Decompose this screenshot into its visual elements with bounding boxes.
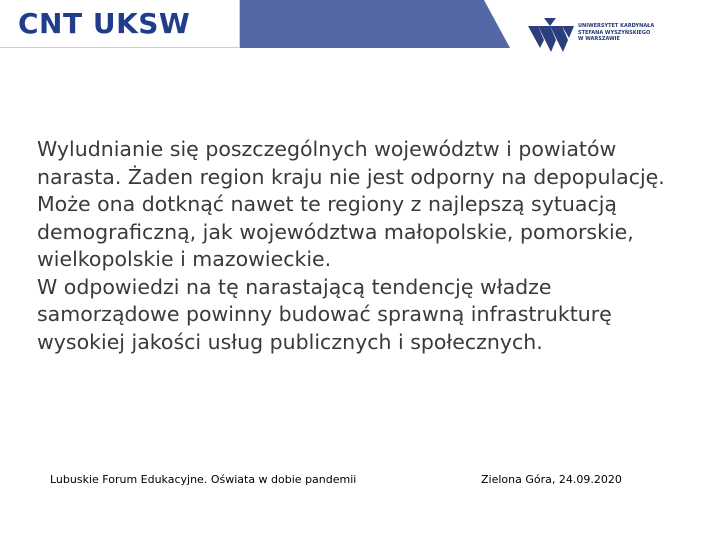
footer-place-date: Zielona Góra, 24.09.2020 [481, 473, 622, 486]
university-logo-line-3: W WARSZAWIE [578, 36, 620, 42]
cnt-uksw-logo [0, 0, 240, 48]
university-logo-line-2: STEFANA WYSZYŃSKIEGO [578, 29, 651, 36]
main-paragraph-1: Wyludnianie się poszczególnych województw i powiatów narasta. Żaden region kraju nie jest odporny na depopulację. Może ona dotknąć nawet te regiony z najlepszą sytuacją demograficzną, jak województwa małopolskie, pomorskie, wielkopolskie i mazowieckie. [37, 137, 665, 271]
university-logo [528, 18, 688, 54]
university-logo-text [578, 23, 688, 43]
main-paragraph-2: W odpowiedzi na tę narastającą tendencję władze samorządowe powinny budować sprawną infrastrukturę wysokiej jakości usług publicznych i społecznych. [37, 274, 612, 354]
footer-event: Lubuskie Forum Edukacyjne. Oświata w dobie pandemii [50, 473, 357, 486]
main-content [37, 136, 687, 356]
university-emblem-icon [528, 18, 574, 54]
university-logo-line-1: UNIWERSYTET KARDYNAŁA [578, 23, 655, 29]
cnt-uksw-logo-text: CNT UKSW [18, 7, 191, 40]
